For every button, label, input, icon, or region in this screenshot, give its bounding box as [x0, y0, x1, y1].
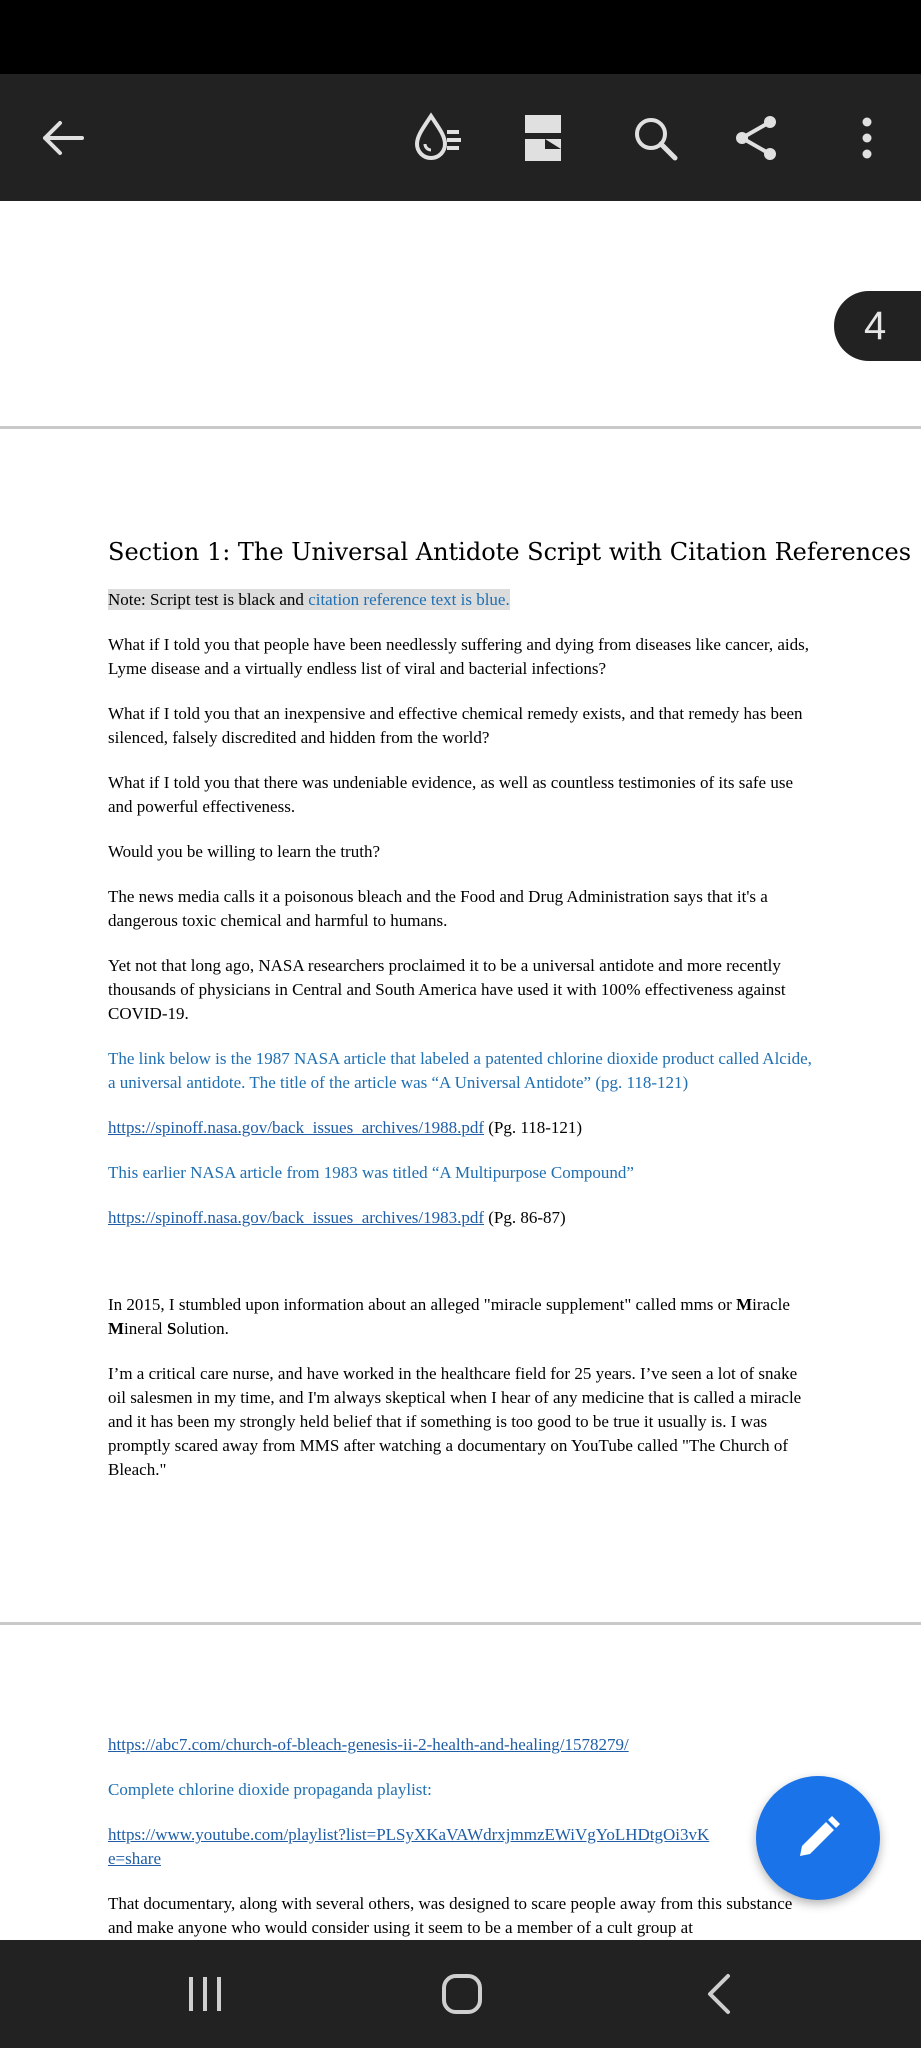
link1-pages: (Pg. 118-121): [484, 1118, 583, 1137]
nasa-1988-link[interactable]: https://spinoff.nasa.gov/back_issues_archives/1988.pdf: [108, 1118, 484, 1137]
nasa-1983-link[interactable]: https://spinoff.nasa.gov/back_issues_archives/1983.pdf: [108, 1208, 484, 1227]
more-vertical-icon: [861, 116, 873, 160]
paragraph-6: Yet not that long ago, NASA researchers proclaimed it to be a universal antidote and more recently thousands of physicians in Central and South America have used it with 100% effectiveness against COVID-19.: [108, 956, 786, 1023]
citation-link-line-3: [108, 1733, 818, 1757]
paragraph-4: Would you be willing to learn the truth?: [108, 842, 380, 861]
section-heading: Section 1: The Universal Antidote Script with Citation References: [108, 538, 912, 566]
home-button[interactable]: [402, 1940, 522, 2048]
youtube-playlist-link[interactable]: [108, 1823, 818, 1871]
para7-bold-m1: M: [736, 1295, 753, 1314]
share-button[interactable]: [716, 74, 796, 201]
share-icon: [732, 114, 780, 162]
paragraph-8: I’m a critical care nurse, and have worked in the healthcare field for 25 years. I’ve seen a lot of snake oil salesmen in my time, and I'm always skeptical when I hear of any medicine that is called a miracle and it has been my strongly held belief that if something is too good to be true it usually is. I was promptly scared away from MMS after watching a documentary on YouTube called "The Church of Bleach.": [108, 1364, 802, 1479]
youtube-link-line-1[interactable]: https://www.youtube.com/playlist?list=PLSyXKaVAWdrxjmmzEWiVgYoLHDtgOi3vK: [108, 1825, 710, 1844]
paragraph-3: What if I told you that there was undeniable evidence, as well as countless testimonies of its safe use and powerful effectiveness.: [108, 773, 793, 816]
paragraph-7: [108, 1293, 818, 1341]
note-black-text: Note: Script test is black and: [108, 590, 309, 609]
citation-text-3: Complete chlorine dioxide propaganda playlist:: [108, 1780, 432, 1799]
para7-text-c: ineral: [124, 1319, 167, 1338]
system-nav-bar: [0, 1940, 921, 2048]
page-separator: [0, 426, 921, 429]
back-button[interactable]: [22, 74, 102, 201]
arrow-left-icon: [40, 120, 84, 156]
citation-link-line-1: [108, 1116, 818, 1140]
abc7-link[interactable]: https://abc7.com/church-of-bleach-genesis-ii-2-health-and-healing/1578279/: [108, 1735, 629, 1754]
status-bar: [0, 0, 921, 74]
search-icon: [631, 114, 679, 162]
citation-text-2: This earlier NASA article from 1983 was titled “A Multipurpose Compound”: [108, 1163, 634, 1182]
youtube-link-line-2[interactable]: e=share: [108, 1849, 162, 1868]
reading-mode-button[interactable]: [397, 74, 477, 201]
paragraph-9: That documentary, along with several others, was designed to scare people away from this substance and make anyone who would consider using it seem to be a member of a cult group at: [108, 1894, 793, 1937]
back-chevron-icon: [706, 1973, 732, 2015]
para7-text-b: iracle: [752, 1295, 790, 1314]
reading-mode-icon: [409, 110, 465, 166]
more-options-button[interactable]: [827, 74, 907, 201]
citation-link-line-2: [108, 1206, 818, 1230]
edit-pencil-icon: [794, 1814, 842, 1862]
paragraph-5: The news media calls it a poisonous bleach and the Food and Drug Administration says that it's a dangerous toxic chemical and harmful to humans.: [108, 887, 768, 930]
edit-fab-button[interactable]: [756, 1776, 880, 1900]
page-separator-2: [0, 1622, 921, 1625]
citation-text-1: The link below is the 1987 NASA article that labeled a patented chlorine dioxide product called Alcide, a universal antidote. The title of the article was “A Universal Antidote” (pg. 118-121): [108, 1049, 812, 1092]
para7-text-d: olution.: [176, 1319, 229, 1338]
recents-button[interactable]: [145, 1940, 265, 2048]
para7-text-a: In 2015, I stumbled upon information about an alleged "miracle supplement" called mms or: [108, 1295, 737, 1314]
top-toolbar: [0, 74, 921, 201]
link2-pages: (Pg. 86-87): [484, 1208, 566, 1227]
page-layout-button[interactable]: [503, 74, 583, 201]
paragraph-2: What if I told you that an inexpensive and effective chemical remedy exists, and that remedy has been silenced, falsely discredited and hidden from the world?: [108, 704, 803, 747]
note-blue-text: citation reference text is blue.: [308, 590, 510, 609]
para7-bold-s: S: [167, 1319, 177, 1338]
nav-back-button[interactable]: [659, 1940, 779, 2048]
paragraph-1: What if I told you that people have been needlessly suffering and dying from diseases like cancer, aids, Lyme disease and a virtually endless list of viral and bacterial infections?: [108, 635, 809, 678]
page-layout-icon: [523, 113, 563, 163]
recents-icon: [187, 1975, 223, 2013]
para7-bold-m2: M: [108, 1319, 125, 1338]
home-icon: [441, 1973, 483, 2015]
page-indicator: 4: [834, 291, 921, 361]
note-line: [108, 588, 818, 612]
search-button[interactable]: [615, 74, 695, 201]
